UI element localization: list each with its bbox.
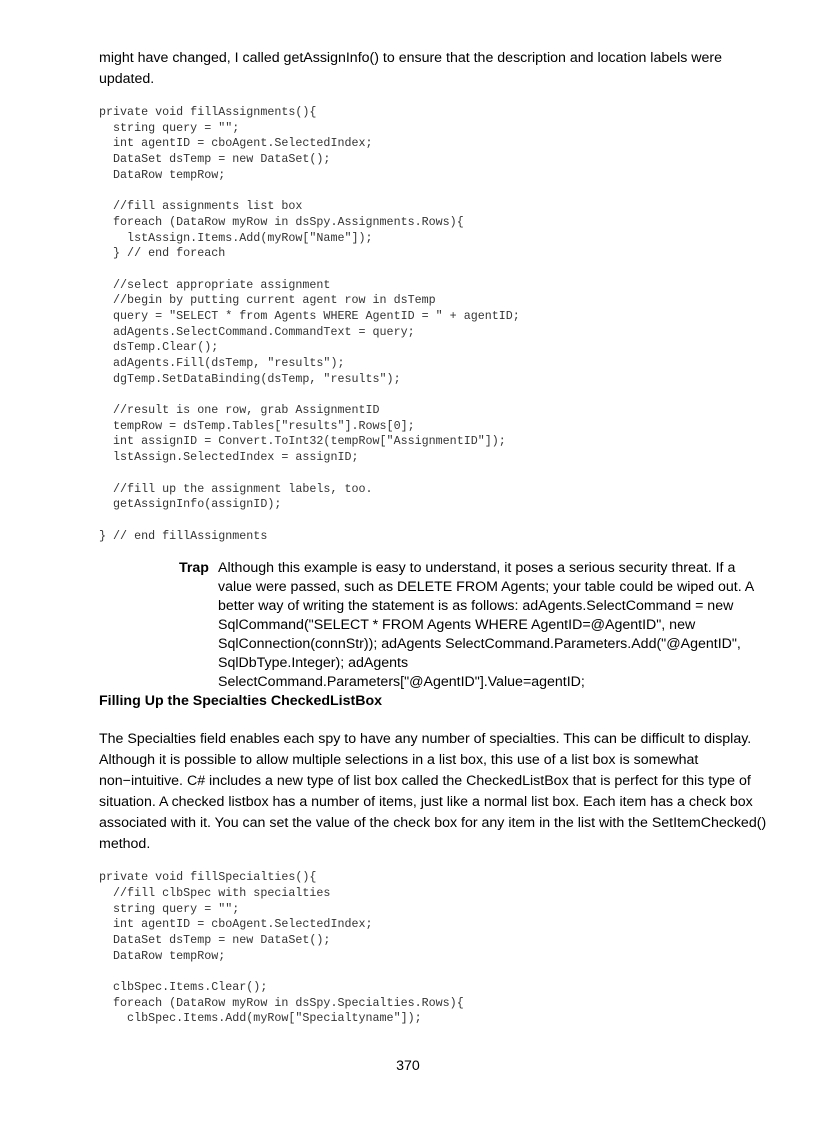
code-listing-fill-specialties [99, 870, 771, 1027]
code-line: //fill assignments list box [99, 199, 303, 214]
code-line: //fill clbSpec with specialties [99, 885, 331, 900]
code-line: dsTemp.Clear(); [99, 340, 219, 355]
code-line: } // end fillAssignments [99, 528, 268, 543]
trap-note [179, 559, 771, 692]
code-line: private void fillSpecialties(){ [99, 870, 317, 885]
code-line: //select appropriate assignment [99, 277, 331, 292]
code-line [99, 513, 771, 529]
section-heading: Filling Up the Specialties CheckedListBox [99, 693, 383, 710]
intro-paragraph: might have changed, I called getAssignInfo() to ensure that the description and location labels were updated. [99, 50, 723, 87]
code-line [99, 387, 771, 403]
code-line: string query = ""; [99, 901, 240, 916]
code-line: lstAssign.Items.Add(myRow["Name"]); [99, 230, 373, 245]
trap-text: Although this example is easy to understand, it poses a serious security threat. If a value were passed, such as DELETE FROM Agents; your table could be wiped out. A better way of writing the statement is as follows: adAgents.SelectCommand = new SqlCommand("SELECT * FROM Agents WHERE AgentID=@AgentID", new SqlConnection(connStr)); adAgents SelectCommand.Parameters.Add("@AgentID", SqlDbType.Integer); adAgents SelectCommand.Parameters["@AgentID"].Value=agentID; [218, 560, 754, 691]
page-content [99, 48, 771, 1027]
code-line: clbSpec.Items.Add(myRow["Specialtyname"]); [99, 1011, 422, 1026]
code-line: //result is one row, grab AssignmentID [99, 403, 380, 418]
code-line: tempRow = dsTemp.Tables["results"].Rows[0]; [99, 418, 415, 433]
code-line: int assignID = Convert.ToInt32(tempRow["AssignmentID"]); [99, 434, 506, 449]
code-line: foreach (DataRow myRow in dsSpy.Assignments.Rows){ [99, 214, 464, 229]
code-line: dgTemp.SetDataBinding(dsTemp, "results"); [99, 371, 401, 386]
code-line: string query = ""; [99, 120, 240, 135]
code-line [99, 262, 771, 278]
code-line: foreach (DataRow myRow in dsSpy.Specialties.Rows){ [99, 995, 464, 1010]
code-line: //fill up the assignment labels, too. [99, 481, 373, 496]
code-line: adAgents.SelectCommand.CommandText = query; [99, 324, 415, 339]
code-line: int agentID = cboAgent.SelectedIndex; [99, 917, 373, 932]
code-line: getAssignInfo(assignID); [99, 497, 282, 512]
code-line [99, 466, 771, 482]
trap-label: Trap [179, 560, 209, 577]
code-line: int agentID = cboAgent.SelectedIndex; [99, 136, 373, 151]
code-line: DataSet dsTemp = new DataSet(); [99, 152, 331, 167]
code-line: lstAssign.SelectedIndex = assignID; [99, 450, 359, 465]
code-line: clbSpec.Items.Clear(); [99, 980, 268, 995]
code-line: adAgents.Fill(dsTemp, "results"); [99, 356, 345, 370]
code-line [99, 183, 771, 199]
code-line: //begin by putting current agent row in dsTemp [99, 293, 436, 308]
code-line: } // end foreach [99, 246, 226, 261]
code-line: private void fillAssignments(){ [99, 105, 317, 119]
page-number: 370 [396, 1058, 420, 1074]
code-line: DataRow tempRow; [99, 948, 226, 963]
code-listing-fill-assignments [99, 105, 771, 544]
body-paragraph: The Specialties field enables each spy to have any number of specialties. This can be difficult to display. Although it is possible to allow multiple selections in a list box, this use of a list box is somewhat non−intuitive. C# includes a new type of list box called the CheckedListBox that is perfect for this type of situation. A checked listbox has a number of items, just like a normal list box. Each item has a check box associated with it. You can set the value of the check box for any item in the list with the SetItemChecked() method. [99, 731, 767, 853]
code-line: DataRow tempRow; [99, 167, 226, 182]
code-line: DataSet dsTemp = new DataSet(); [99, 933, 331, 947]
code-line [99, 964, 771, 980]
code-line: query = "SELECT * from Agents WHERE AgentID = " + agentID; [99, 308, 520, 323]
